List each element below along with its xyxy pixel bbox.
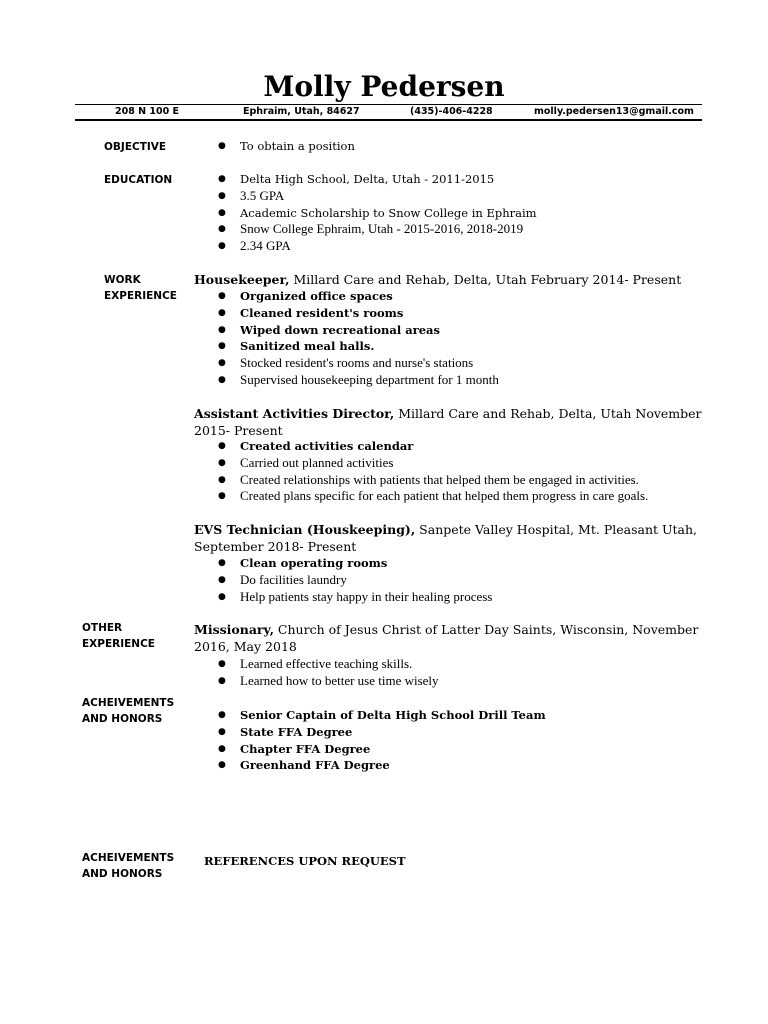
list-item: ● Clean operating rooms <box>218 555 708 572</box>
label-line: ACHEIVEMENTS <box>82 852 175 864</box>
job-heading <box>194 405 714 439</box>
other-heading <box>194 621 714 655</box>
job-details: Millard Care and Rehab, Delta, Utah November 2015- Present <box>194 406 702 438</box>
list-item: ● Wiped down recreational areas <box>218 322 708 339</box>
job-details: Sanpete Valley Hospital, Mt. Pleasant Utah, September 2018- Present <box>194 522 698 554</box>
job-bullets <box>218 438 708 505</box>
list-item: ● Sanitized meal halls. <box>218 338 708 355</box>
contact-city: Ephraim, Utah, 84627 <box>243 106 360 117</box>
list-item: ● Chapter FFA Degree <box>218 741 708 758</box>
job-bullets <box>218 288 708 389</box>
job-heading <box>194 271 714 288</box>
label-line: OTHER <box>82 622 123 634</box>
honors-list <box>218 707 708 774</box>
contact-phone: (435)-406-4228 <box>410 106 493 117</box>
job-heading <box>194 521 714 555</box>
job-details: Millard Care and Rehab, Delta, Utah February 2014- Present <box>289 272 682 287</box>
list-item: ● Stocked resident's rooms and nurse's stations <box>218 355 708 372</box>
contact-bar <box>75 104 702 121</box>
list-item: ● Carried out planned activities <box>218 455 708 472</box>
list-item: ● Created relationships with patients that helped them be engaged in activities. <box>218 472 708 489</box>
label-line: ACHEIVEMENTS <box>82 697 175 709</box>
section-label-achievements <box>82 695 174 727</box>
list-item: ● Organized office spaces <box>218 288 708 305</box>
section-label-objective: OBJECTIVE <box>104 141 167 153</box>
list-item: ● Created plans specific for each patient that helped them progress in care goals. <box>218 488 708 505</box>
label-line: WORK <box>104 274 141 286</box>
list-item: ● Supervised housekeeping department for 1 month <box>218 372 708 389</box>
section-label-work <box>104 272 177 304</box>
section-label-references <box>82 850 174 882</box>
list-item: ● Do facilities laundry <box>218 572 708 589</box>
contact-email: molly.pedersen13@gmail.com <box>534 106 694 117</box>
education-list <box>218 171 708 255</box>
references-text: REFERENCES UPON REQUEST <box>204 854 406 868</box>
objective-list <box>218 138 708 155</box>
section-label-other <box>82 620 155 652</box>
label-line: EXPERIENCE <box>104 290 177 302</box>
list-item: ● Greenhand FFA Degree <box>218 757 708 774</box>
list-item: ● Created activities calendar <box>218 438 708 455</box>
list-item: ● Cleaned resident's rooms <box>218 305 708 322</box>
list-item: ● 2.34 GPA <box>218 238 708 255</box>
other-bullets <box>218 656 708 690</box>
label-line: EXPERIENCE <box>82 638 155 650</box>
label-line: AND HONORS <box>82 868 163 880</box>
job-details: Church of Jesus Christ of Latter Day Saints, Wisconsin, November 2016, May 2018 <box>194 622 699 654</box>
job-title: Missionary, <box>194 622 274 637</box>
list-item: ● Delta High School, Delta, Utah - 2011-2015 <box>218 171 708 188</box>
list-item: ● Snow College Ephraim, Utah - 2015-2016, 2018-2019 <box>218 221 708 238</box>
resume-name: Molly Pedersen <box>263 70 505 103</box>
job-bullets <box>218 555 708 605</box>
list-item: ● Learned how to better use time wisely <box>218 673 708 690</box>
list-item: ● Learned effective teaching skills. <box>218 656 708 673</box>
list-item: ● State FFA Degree <box>218 724 708 741</box>
list-item: ● To obtain a position <box>218 138 708 155</box>
list-item: ● Academic Scholarship to Snow College in Ephraim <box>218 205 708 222</box>
job-title: EVS Technician (Houskeeping), <box>194 522 416 537</box>
list-item: ● 3.5 GPA <box>218 188 708 205</box>
job-title: Assistant Activities Director, <box>194 406 395 421</box>
job-title: Housekeeper, <box>194 272 290 287</box>
contact-address: 208 N 100 E <box>115 106 180 117</box>
list-item: ● Senior Captain of Delta High School Drill Team <box>218 707 708 724</box>
label-line: AND HONORS <box>82 713 163 725</box>
list-item: ● Help patients stay happy in their healing process <box>218 589 708 606</box>
section-label-education: EDUCATION <box>104 174 173 186</box>
